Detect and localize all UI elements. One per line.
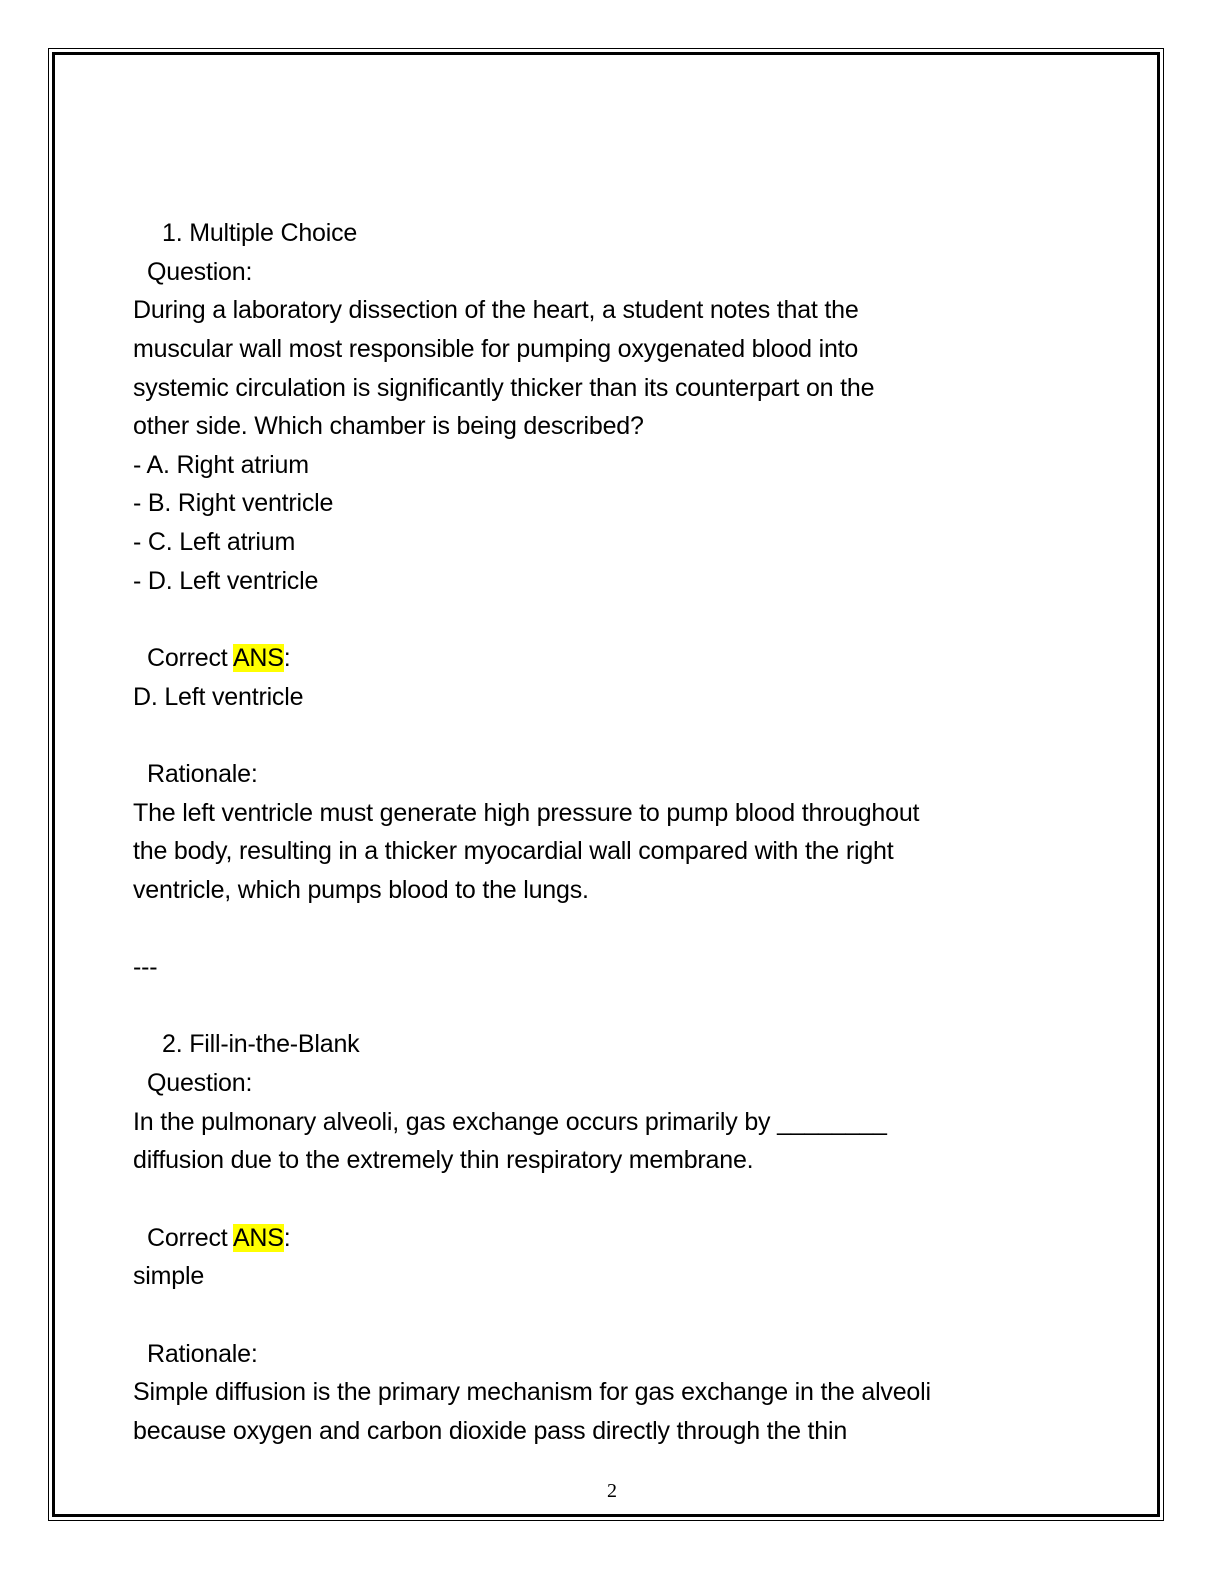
question-1-label: Question: bbox=[147, 257, 253, 286]
question-2-label: Question: bbox=[147, 1069, 253, 1098]
question-1-rationale: ventricle, which pumps blood to the lungs. bbox=[133, 875, 589, 904]
answer-highlight: ANS bbox=[232, 1223, 284, 1252]
question-1-text: systemic circulation is significantly thicker than its counterpart on the bbox=[133, 373, 875, 402]
question-1-text: other side. Which chamber is being described? bbox=[133, 412, 644, 441]
separator: --- bbox=[133, 953, 158, 982]
question-1-answer-label bbox=[133, 639, 1133, 678]
question-1-rationale-label: Rationale: bbox=[147, 759, 258, 788]
option-d: - D. Left ventricle bbox=[133, 566, 319, 595]
question-1-text: During a laboratory dissection of the heart, a student notes that the bbox=[133, 296, 859, 325]
question-2-text: In the pulmonary alveoli, gas exchange occurs primarily by ________ bbox=[133, 1107, 887, 1136]
question-2-answer-label bbox=[133, 1219, 1133, 1258]
document-body bbox=[133, 214, 1133, 1451]
question-2-rationale: because oxygen and carbon dioxide pass directly through the thin bbox=[133, 1416, 848, 1445]
answer-label-suffix: : bbox=[283, 1223, 291, 1252]
question-2-heading: 2. Fill-in-the-Blank bbox=[162, 1030, 360, 1059]
answer-label-prefix: Correct bbox=[147, 644, 233, 673]
option-a: - A. Right atrium bbox=[133, 450, 309, 479]
question-1-rationale: The left ventricle must generate high pressure to pump blood throughout bbox=[133, 798, 920, 827]
answer-label-prefix: Correct bbox=[147, 1223, 233, 1252]
question-1-heading: 1. Multiple Choice bbox=[162, 219, 358, 247]
question-2-rationale: Simple diffusion is the primary mechanism for gas exchange in the alveoli bbox=[133, 1378, 931, 1407]
question-1-text: muscular wall most responsible for pumping oxygenated blood into bbox=[133, 334, 859, 363]
question-2-rationale-label: Rationale: bbox=[147, 1339, 258, 1368]
answer-label-suffix: : bbox=[283, 644, 291, 673]
option-c: - C. Left atrium bbox=[133, 528, 296, 557]
answer-highlight: ANS bbox=[232, 644, 284, 673]
question-2-answer: simple bbox=[133, 1262, 205, 1291]
option-b: - B. Right ventricle bbox=[133, 489, 334, 518]
question-1-rationale: the body, resulting in a thicker myocardial wall compared with the right bbox=[133, 837, 894, 866]
page-number: 2 bbox=[607, 1480, 617, 1502]
question-1-answer: D. Left ventricle bbox=[133, 682, 304, 711]
question-2-text: diffusion due to the extremely thin respiratory membrane. bbox=[133, 1146, 754, 1175]
